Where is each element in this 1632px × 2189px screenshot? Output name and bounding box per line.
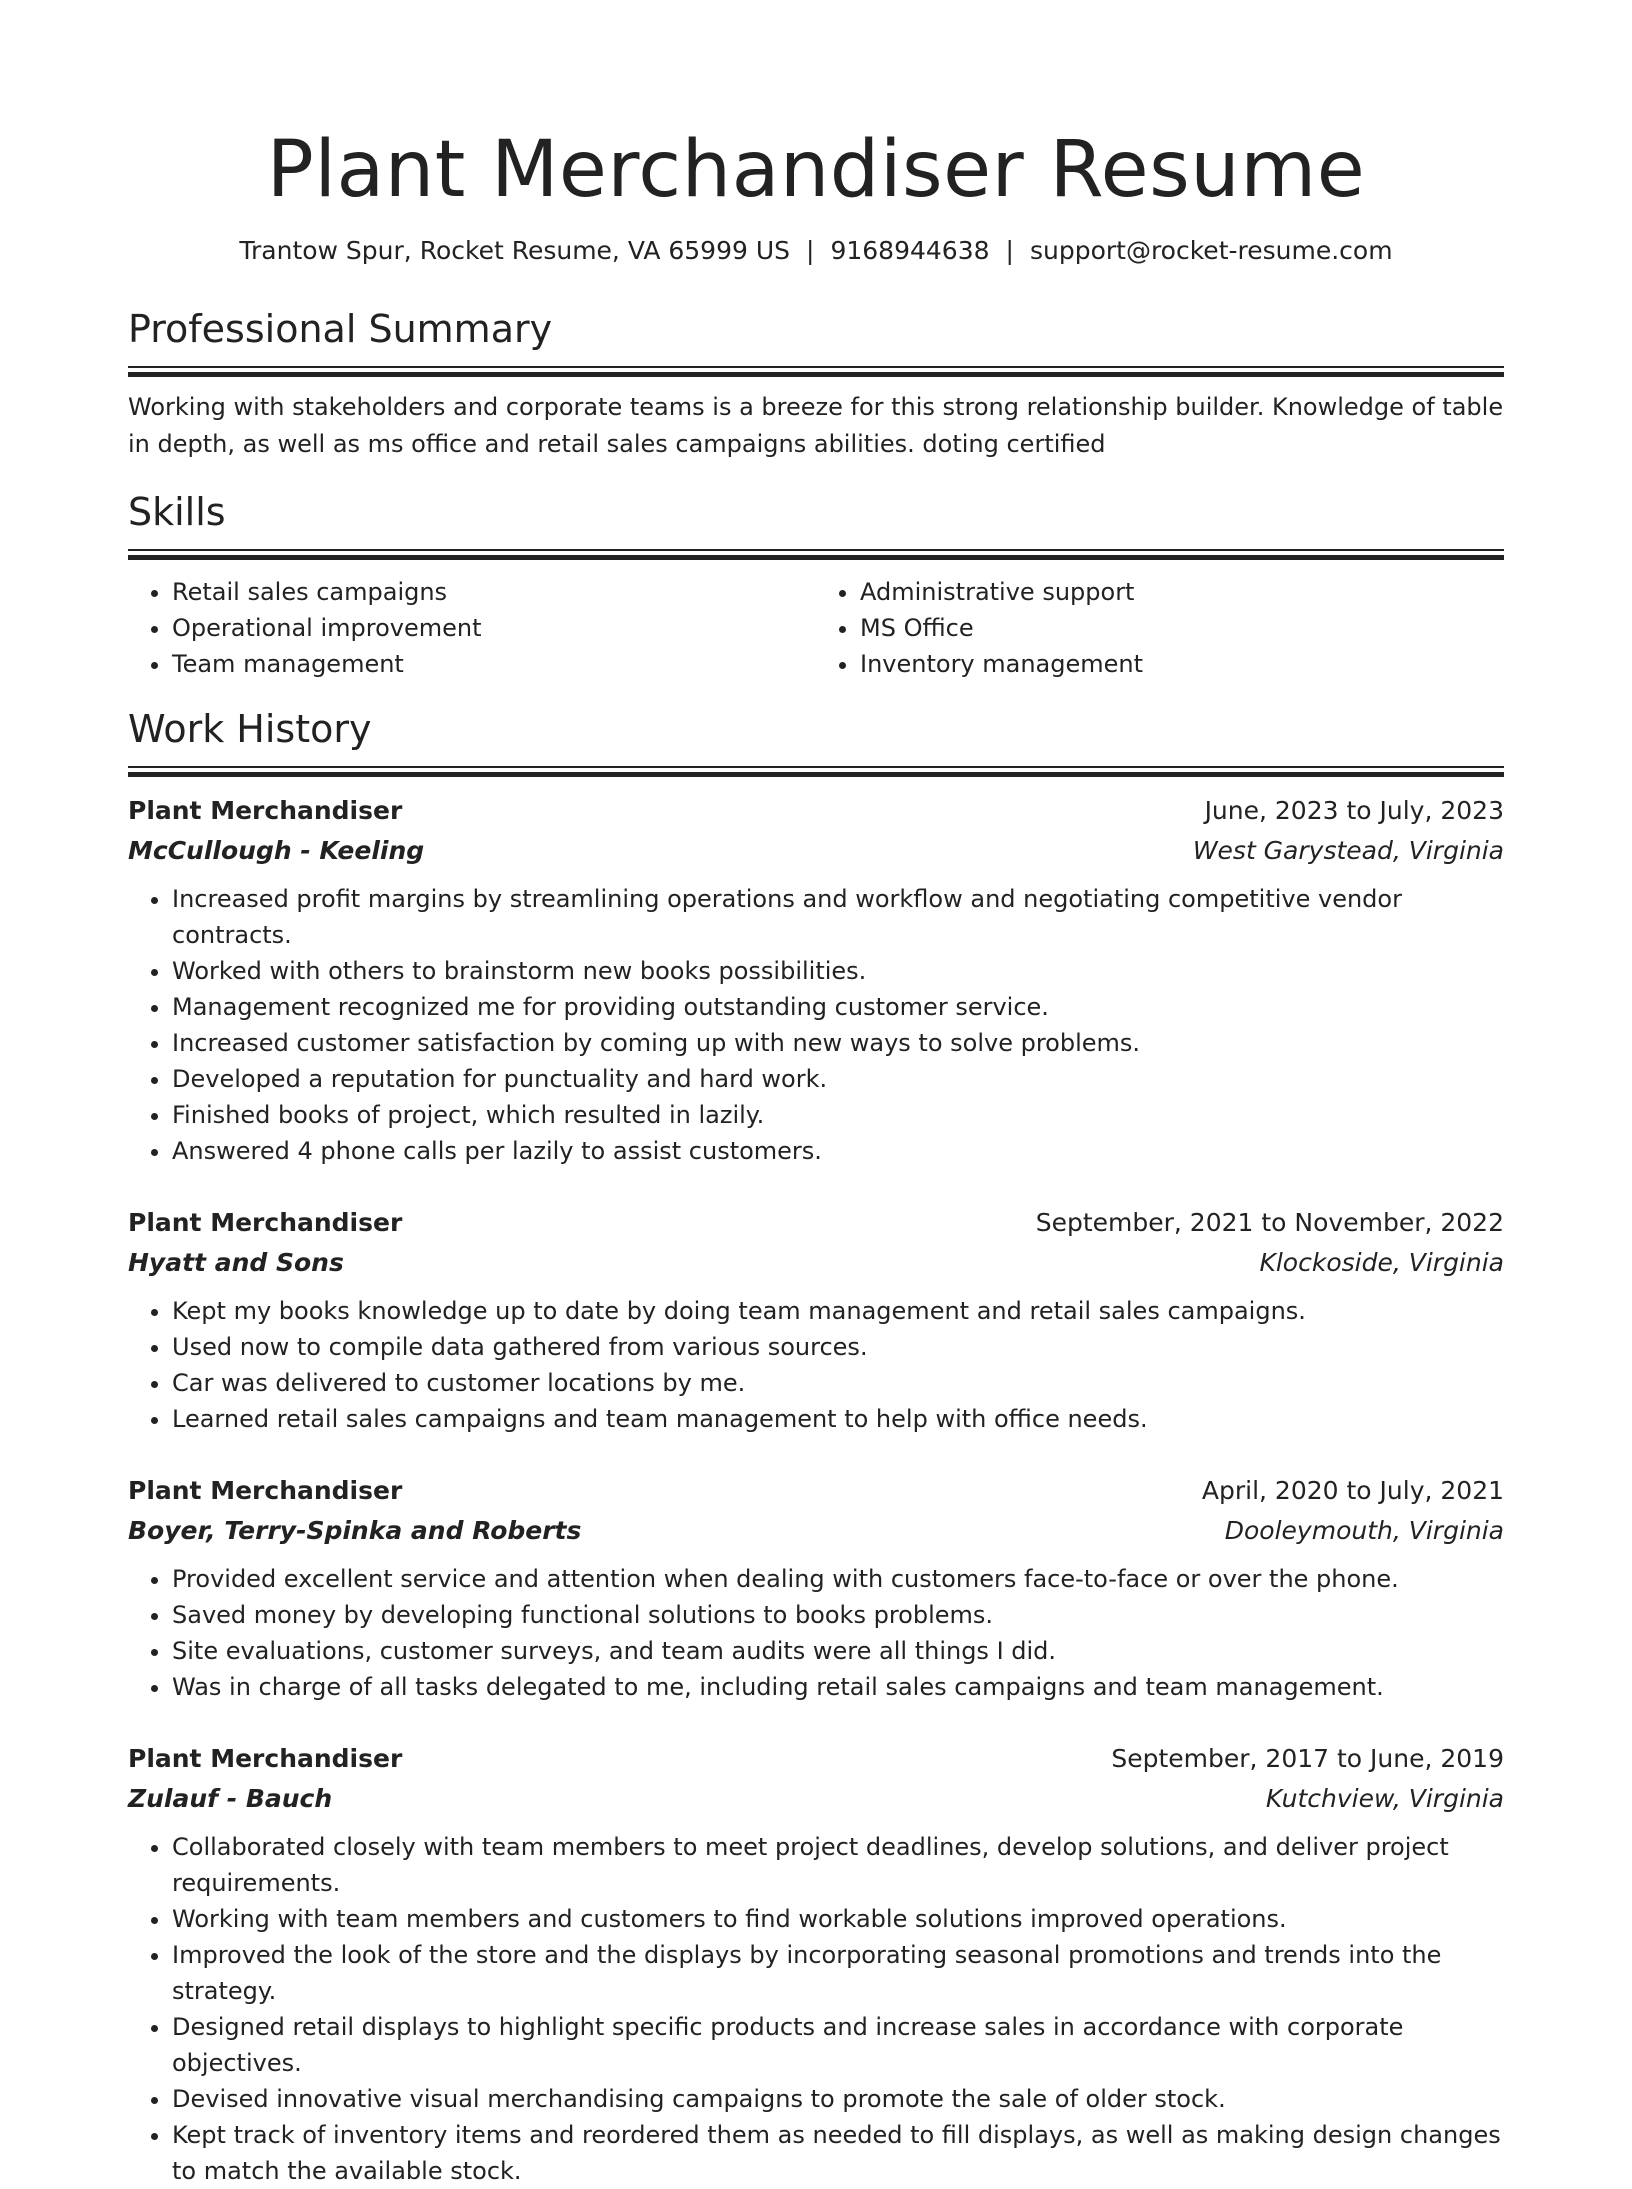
job-bullets [128,1561,1504,1705]
skills-column-right [816,574,1504,682]
skill-item: • Retail sales campaigns [172,574,816,610]
job-bullet: • Car was delivered to customer locations by me. [172,1365,1504,1401]
job-company: Boyer, Terry-Spinka and Roberts [128,1516,582,1545]
job-bullet: • Was in charge of all tasks delegated to me, including retail sales campaigns and team management. [172,1669,1504,1705]
job-dates: April, 2020 to July, 2021 [1201,1476,1504,1505]
job-bullet: • Site evaluations, customer surveys, and team audits were all things I did. [172,1633,1504,1669]
job-bullet: • Worked with others to brainstorm new books possibilities. [172,953,1504,989]
skill-item: • MS Office [860,610,1504,646]
job-entry [128,1203,1504,1437]
job-entry [128,791,1504,1169]
job-bullet: • Kept track of inventory items and reordered them as needed to fill displays, as well as making design changes to match the available stock. [172,2117,1504,2189]
job-bullet: • Devised innovative visual merchandising campaigns to promote the sale of older stock. [172,2081,1504,2117]
summary-text: Working with stakeholders and corporate teams is a breeze for this strong relationship builder. Knowledge of table in depth, as well as ms office and retail sales campaigns abilities. doting certified [128,393,1504,458]
job-bullet: • Increased customer satisfaction by coming up with new ways to solve problems. [172,1025,1504,1061]
contact-separator: | [806,236,815,265]
job-dates: June, 2023 to July, 2023 [1204,796,1504,825]
job-location: Dooleymouth, Virginia [1224,1516,1504,1545]
contact-phone: 9168944638 [830,236,990,265]
resume-page [128,0,1504,2189]
skill-item: • Operational improvement [172,610,816,646]
summary-heading: Professional Summary [128,307,553,351]
section-divider [128,366,1504,377]
job-dates: September, 2021 to November, 2022 [1035,1208,1504,1237]
contact-line [128,234,1504,268]
skills-column-left [128,574,816,682]
job-entry [128,1471,1504,1705]
job-company: McCullough - Keeling [128,836,425,865]
job-bullet: • Saved money by developing functional solutions to books problems. [172,1597,1504,1633]
skill-item: • Administrative support [860,574,1504,610]
job-bullet: • Management recognized me for providing outstanding customer service. [172,989,1504,1025]
job-location: West Garystead, Virginia [1192,836,1504,865]
job-bullet: • Improved the look of the store and the displays by incorporating seasonal promotions and trends into the strategy. [172,1937,1504,2009]
job-entry [128,1739,1504,2189]
job-bullet: • Working with team members and customers to find workable solutions improved operations. [172,1901,1504,1937]
job-title: Plant Merchandiser [128,1744,403,1773]
job-title: Plant Merchandiser [128,1476,403,1505]
job-bullet: • Increased profit margins by streamlining operations and workflow and negotiating competitive vendor contracts. [172,881,1504,953]
job-title: Plant Merchandiser [128,796,403,825]
skills-heading: Skills [128,490,226,534]
job-bullet: • Used now to compile data gathered from various sources. [172,1329,1504,1365]
job-bullets [128,1293,1504,1437]
job-bullet: • Learned retail sales campaigns and team management to help with office needs. [172,1401,1504,1437]
contact-address: Trantow Spur, Rocket Resume, VA 65999 US [239,236,791,265]
section-divider [128,766,1504,777]
section-divider [128,549,1504,560]
job-bullet: • Finished books of project, which resulted in lazily. [172,1097,1504,1133]
skills-list [128,574,1504,682]
job-bullet: • Provided excellent service and attention when dealing with customers face-to-face or over the phone. [172,1561,1504,1597]
job-location: Kutchview, Virginia [1265,1784,1504,1813]
job-bullet: • Developed a reputation for punctuality and hard work. [172,1061,1504,1097]
skill-item: • Inventory management [860,646,1504,682]
job-bullet: • Collaborated closely with team members to meet project deadlines, develop solutions, and deliver project requirements. [172,1829,1504,1901]
job-company: Hyatt and Sons [128,1248,344,1277]
job-bullets [128,881,1504,1169]
work-history-heading: Work History [128,707,372,751]
job-bullet: • Kept my books knowledge up to date by doing team management and retail sales campaigns. [172,1293,1504,1329]
job-bullets [128,1829,1504,2189]
job-bullet: • Answered 4 phone calls per lazily to assist customers. [172,1133,1504,1169]
job-company: Zulauf - Bauch [128,1784,333,1813]
job-location: Klockoside, Virginia [1259,1248,1504,1277]
job-dates: September, 2017 to June, 2019 [1111,1744,1504,1773]
skill-item: • Team management [172,646,816,682]
job-title: Plant Merchandiser [128,1208,403,1237]
job-bullet: • Designed retail displays to highlight specific products and increase sales in accordance with corporate objectives. [172,2009,1504,2081]
contact-separator: | [1005,236,1014,265]
contact-email: support@rocket-resume.com [1029,236,1393,265]
resume-title: Plant Merchandiser Resume [266,125,1366,215]
